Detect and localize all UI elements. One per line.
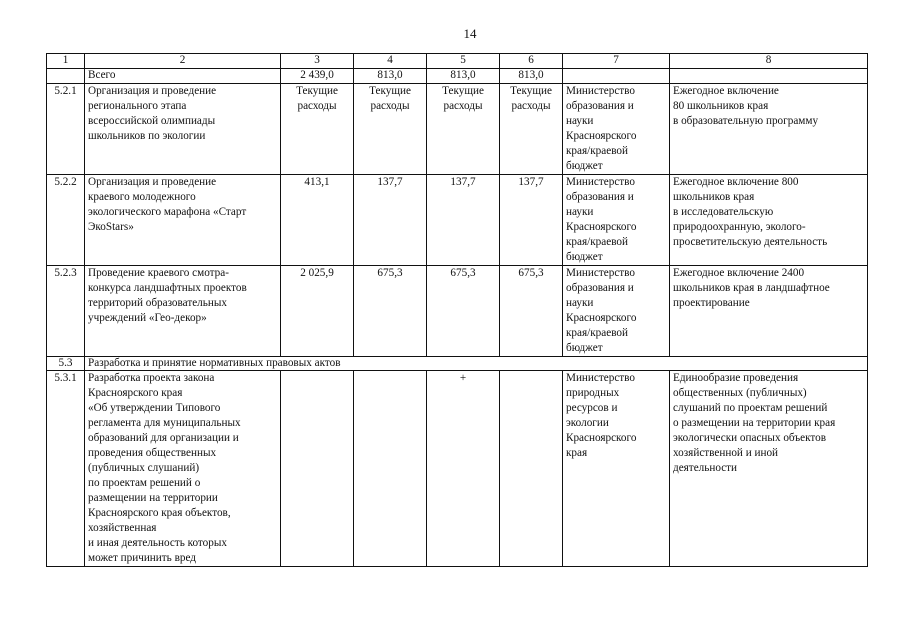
- funding-cell: 137,7: [354, 175, 427, 266]
- activity-name: Проведение краевого смотра- конкурса ландшафтных проектов территорий образовательных учреждений «Гео-декор»: [85, 266, 281, 357]
- funding-cell: [354, 371, 427, 567]
- result-cell: Ежегодное включение 80 школьников края в образовательную программу: [670, 84, 868, 175]
- funding-cell: 675,3: [354, 266, 427, 357]
- funding-cell: Текущие расходы: [500, 84, 563, 175]
- section-title: Разработка и принятие нормативных правовых актов: [85, 357, 868, 371]
- table-row: [47, 371, 868, 567]
- column-numbers-row: [47, 54, 868, 69]
- table-cell: [47, 69, 85, 84]
- activity-name: Разработка проекта закона Красноярского края «Об утверждении Типового регламента для муниципальных образований для организации и проведения общественных (публичных слушаний) по проектам решений о размещении на территории Красноярского края объектов, хозяйственная и иная деятельность которых может причинить вред: [85, 371, 281, 567]
- executor-cell: Министерство образования и науки Красноярского края/краевой бюджет: [563, 266, 670, 357]
- section-number: 5.3: [47, 357, 85, 371]
- column-header: 2: [85, 54, 281, 69]
- funding-cell: 675,3: [427, 266, 500, 357]
- funding-cell: +: [427, 371, 500, 567]
- funding-cell: Текущие расходы: [354, 84, 427, 175]
- result-cell: Единообразие проведения общественных (публичных) слушаний по проектам решений о размещении на территории края экологически опасных объектов хозяйственной и иной деятельности: [670, 371, 868, 567]
- column-header: 1: [47, 54, 85, 69]
- activity-name: Организация и проведение регионального этапа всероссийской олимпиады школьников по экологии: [85, 84, 281, 175]
- executor-cell: Министерство природных ресурсов и экологии Красноярского края: [563, 371, 670, 567]
- executor-cell: Министерство образования и науки Красноярского края/краевой бюджет: [563, 84, 670, 175]
- column-header: 3: [281, 54, 354, 69]
- total-row: [47, 69, 868, 84]
- result-cell: Ежегодное включение 800 школьников края в исследовательскую природоохранную, эколого- просветительскую деятельность: [670, 175, 868, 266]
- table-cell: [670, 69, 868, 84]
- table-row: [47, 175, 868, 266]
- plan-table: [46, 53, 868, 567]
- page-number: 14: [463, 26, 477, 41]
- funding-cell: 2 025,9: [281, 266, 354, 357]
- row-number: 5.3.1: [47, 371, 85, 567]
- table-row: [47, 84, 868, 175]
- funding-cell: 137,7: [427, 175, 500, 266]
- total-label: Всего: [85, 69, 281, 84]
- row-number: 5.2.3: [47, 266, 85, 357]
- total-value: 813,0: [427, 69, 500, 84]
- funding-cell: 137,7: [500, 175, 563, 266]
- column-header: 6: [500, 54, 563, 69]
- section-row: [47, 357, 868, 371]
- column-header: 8: [670, 54, 868, 69]
- total-value: 813,0: [354, 69, 427, 84]
- row-number: 5.2.1: [47, 84, 85, 175]
- result-cell: Ежегодное включение 2400 школьников края в ландшафтное проектирование: [670, 266, 868, 357]
- funding-cell: Текущие расходы: [281, 84, 354, 175]
- column-header: 4: [354, 54, 427, 69]
- funding-cell: 675,3: [500, 266, 563, 357]
- funding-cell: [281, 371, 354, 567]
- column-header: 5: [427, 54, 500, 69]
- table-cell: [563, 69, 670, 84]
- funding-cell: Текущие расходы: [427, 84, 500, 175]
- activity-name: Организация и проведение краевого молодежного экологического марафона «Старт ЭкоStars»: [85, 175, 281, 266]
- table-row: [47, 266, 868, 357]
- executor-cell: Министерство образования и науки Красноярского края/краевой бюджет: [563, 175, 670, 266]
- funding-cell: [500, 371, 563, 567]
- total-value: 2 439,0: [281, 69, 354, 84]
- total-value: 813,0: [500, 69, 563, 84]
- funding-cell: 413,1: [281, 175, 354, 266]
- column-header: 7: [563, 54, 670, 69]
- row-number: 5.2.2: [47, 175, 85, 266]
